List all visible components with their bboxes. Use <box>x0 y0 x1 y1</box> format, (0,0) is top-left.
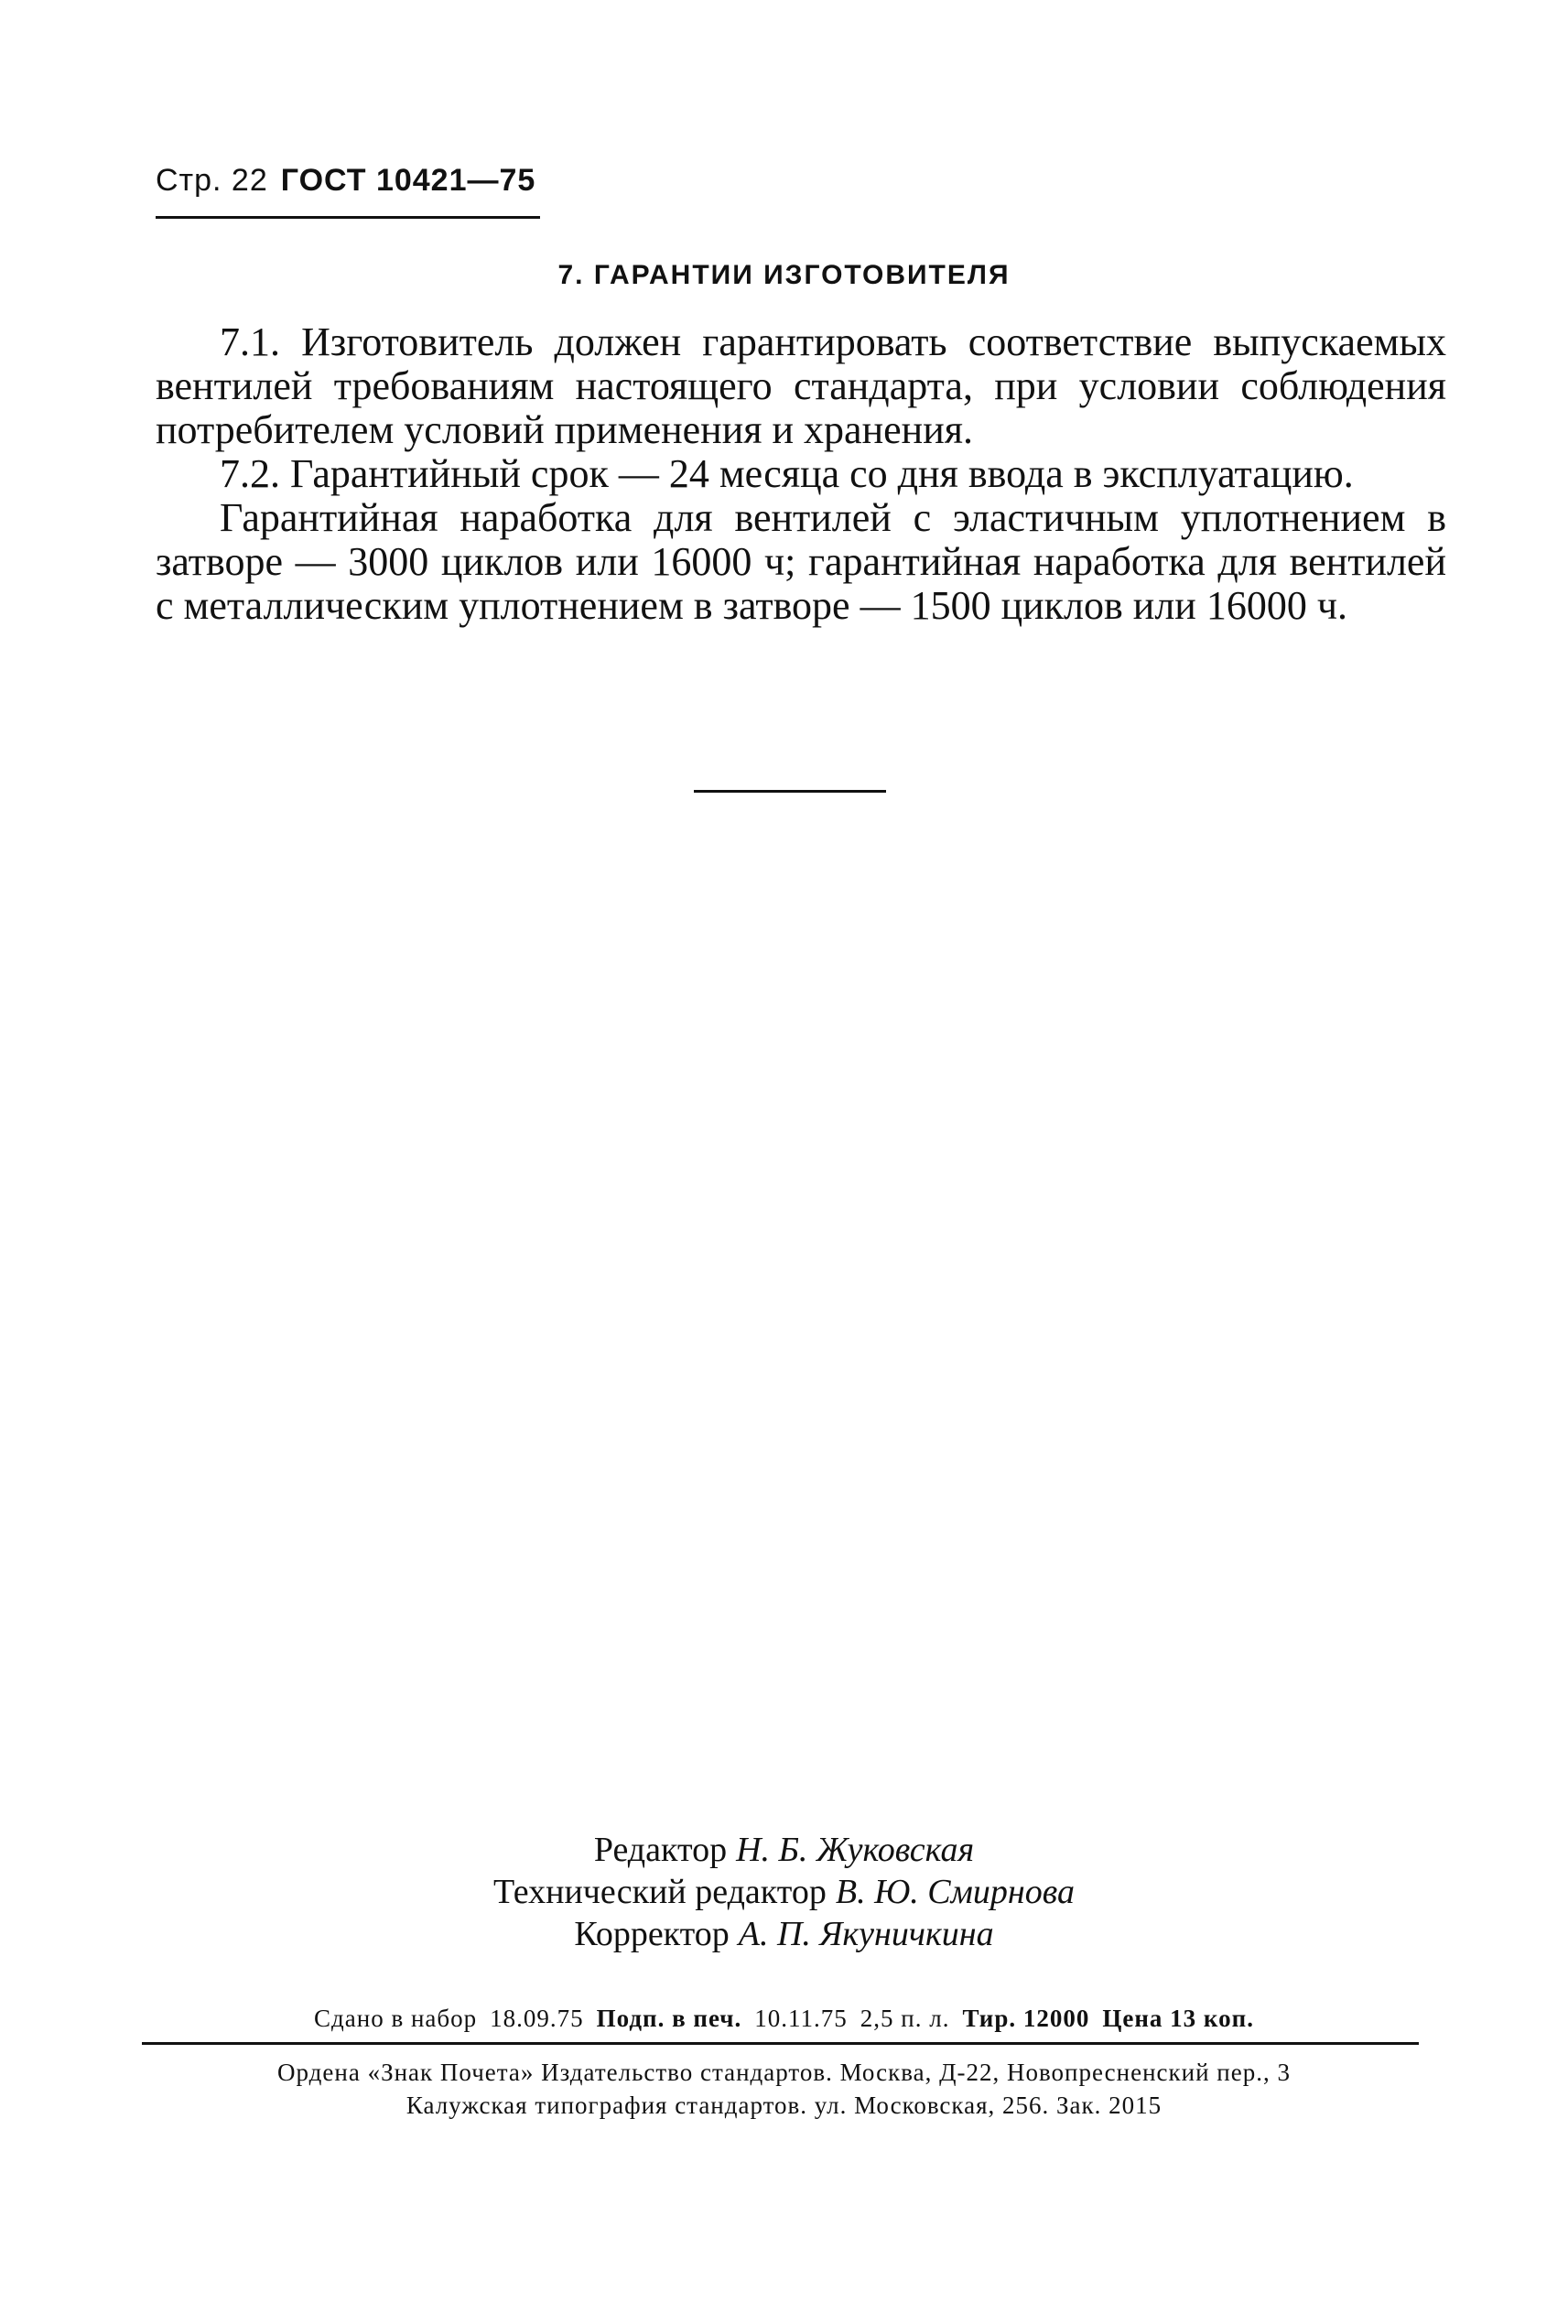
paragraph-7-1: 7.1. Изготовитель должен гарантировать соответствие выпускаемых вентилей требованиям настоящего стандарта, при условии соблюдения потребителем условий применения и хранения. <box>156 319 1446 452</box>
section-end-rule <box>694 790 886 793</box>
price: Цена 13 коп. <box>1102 2005 1254 2032</box>
credit-proofreader: Корректор А. П. Якуничкина <box>574 1915 994 1953</box>
section-body <box>156 320 1446 628</box>
standard-designation: ГОСТ 10421—75 <box>280 163 536 198</box>
printer-line: Калужская типография стандартов. ул. Московская, 256. Зак. 2015 <box>406 2092 1162 2119</box>
credit-editor: Редактор Н. Б. Жуковская <box>593 1831 975 1869</box>
imprint-publisher-block <box>0 2056 1568 2122</box>
publisher-line: Ордена «Знак Почета» Издательство стандартов. Москва, Д-22, Новопресненский пер., 3 <box>277 2059 1291 2086</box>
imprint-print-details <box>0 2005 1568 2033</box>
sheets-count: 2,5 п. л. <box>860 2005 950 2032</box>
page-number-label: Стр. 22 <box>156 163 268 198</box>
paragraph-warranty-operating-time: Гарантийная наработка для вентилей с эластичным уплотнением в затворе — 3000 циклов или 16000 ч; гарантийная наработка для вентилей с металлическим уплотнением в затворе — 1500 циклов или 16000 ч. <box>156 495 1446 628</box>
typeset-date: 18.09.75 <box>490 2005 584 2032</box>
typeset-label: Сдано в набор <box>314 2005 478 2032</box>
signed-date: 10.11.75 <box>754 2005 848 2032</box>
paragraph-7-2: 7.2. Гарантийный срок — 24 месяца со дня ввода в эксплуатацию. <box>220 451 1354 496</box>
running-header <box>156 163 535 199</box>
print-run: Тир. 12000 <box>962 2005 1090 2032</box>
credits-block <box>0 1829 1568 1955</box>
signed-label: Подп. в печ. <box>596 2005 742 2032</box>
header-rule <box>156 216 540 219</box>
imprint-rule <box>142 2042 1419 2045</box>
credit-technical-editor: Технический редактор В. Ю. Смирнова <box>493 1873 1075 1911</box>
section-title: 7. ГАРАНТИИ ИЗГОТОВИТЕЛЯ <box>557 260 1011 290</box>
